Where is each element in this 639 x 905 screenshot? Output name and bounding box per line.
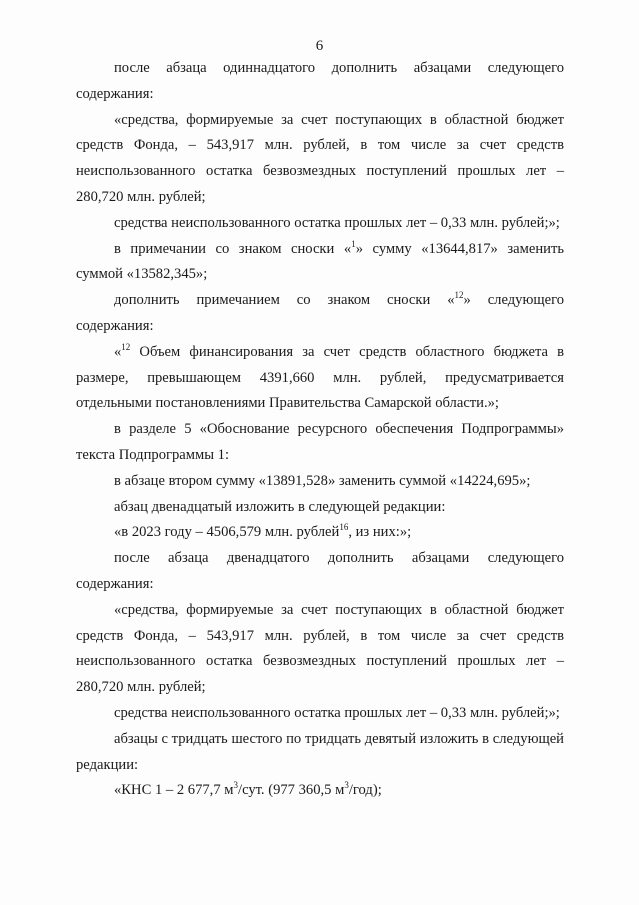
text-segment: в примечании со знаком сноски « [114,240,352,257]
paragraph-with-superscript [76,778,564,804]
text-segment: , из них:»; [348,524,412,541]
footnote-mark: 12 [454,290,464,301]
paragraph-with-footnote [76,520,564,546]
paragraph: «средства, формируемые за счет поступающих в областной бюджет средств Фонда, – 543,917 млн. рублей, в том числе за счет средств неиспользованного остатка безвозмездных поступлений прошлых лет – 280,720 млн. рублей; [76,601,564,696]
paragraph-with-footnote [76,340,564,417]
footnote-mark: 1 [351,238,356,249]
text-segment: « [114,343,122,360]
text-segment: «КНС 1 – 2 677,7 м [114,782,234,799]
text-segment: дополнить примечанием со знаком сноски « [114,292,455,309]
paragraph-with-footnote [76,237,564,289]
paragraph: средства неиспользованного остатка прошлых лет – 0,33 млн. рублей;»; [114,704,560,721]
page-number: 6 [315,38,324,54]
superscript: 3 [233,780,239,791]
paragraph: средства неиспользованного остатка прошлых лет – 0,33 млн. рублей;»; [114,214,560,231]
paragraph: после абзаца одиннадцатого дополнить абзацами следующего содержания: [76,60,564,102]
text-segment: /сут. (977 360,5 м [238,782,345,799]
text-segment: /год); [348,782,382,799]
paragraph: абзацы с тридцать шестого по тридцать девятый изложить в следующей редакции: [76,730,564,773]
text-segment: «в 2023 году – 4506,579 млн. рублей [114,524,340,541]
paragraph: абзац двенадцатый изложить в следующей редакции: [114,498,446,515]
paragraph: после абзаца двенадцатого дополнить абзацами следующего содержания: [76,550,564,592]
text-segment: » следующего содержания: [76,292,565,334]
paragraph: в разделе 5 «Обоснование ресурсного обеспечения Подпрограммы» текста Подпрограммы 1: [76,421,564,463]
document-body [76,56,564,804]
text-segment: » сумму «13644,817» заменить суммой «13582,345»; [76,240,565,283]
text-segment: Объем финансирования за счет средств областного бюджета в размере, превышающем 4391,660 млн. рублей, предусматривается отдельными постановлениями Правительства Самарской области.»; [76,343,564,412]
paragraph: в абзаце втором сумму «13891,528» заменить суммой «14224,695»; [114,472,531,489]
footnote-mark: 12 [121,341,131,352]
paragraph: «средства, формируемые за счет поступающих в областной бюджет средств Фонда, – 543,917 млн. рублей, в том числе за счет средств неиспользованного остатка безвозмездных поступлений прошлых лет – 280,720 млн. рублей; [76,111,564,205]
superscript: 3 [344,780,349,791]
paragraph-with-footnote [76,288,564,340]
footnote-mark: 16 [339,522,349,533]
